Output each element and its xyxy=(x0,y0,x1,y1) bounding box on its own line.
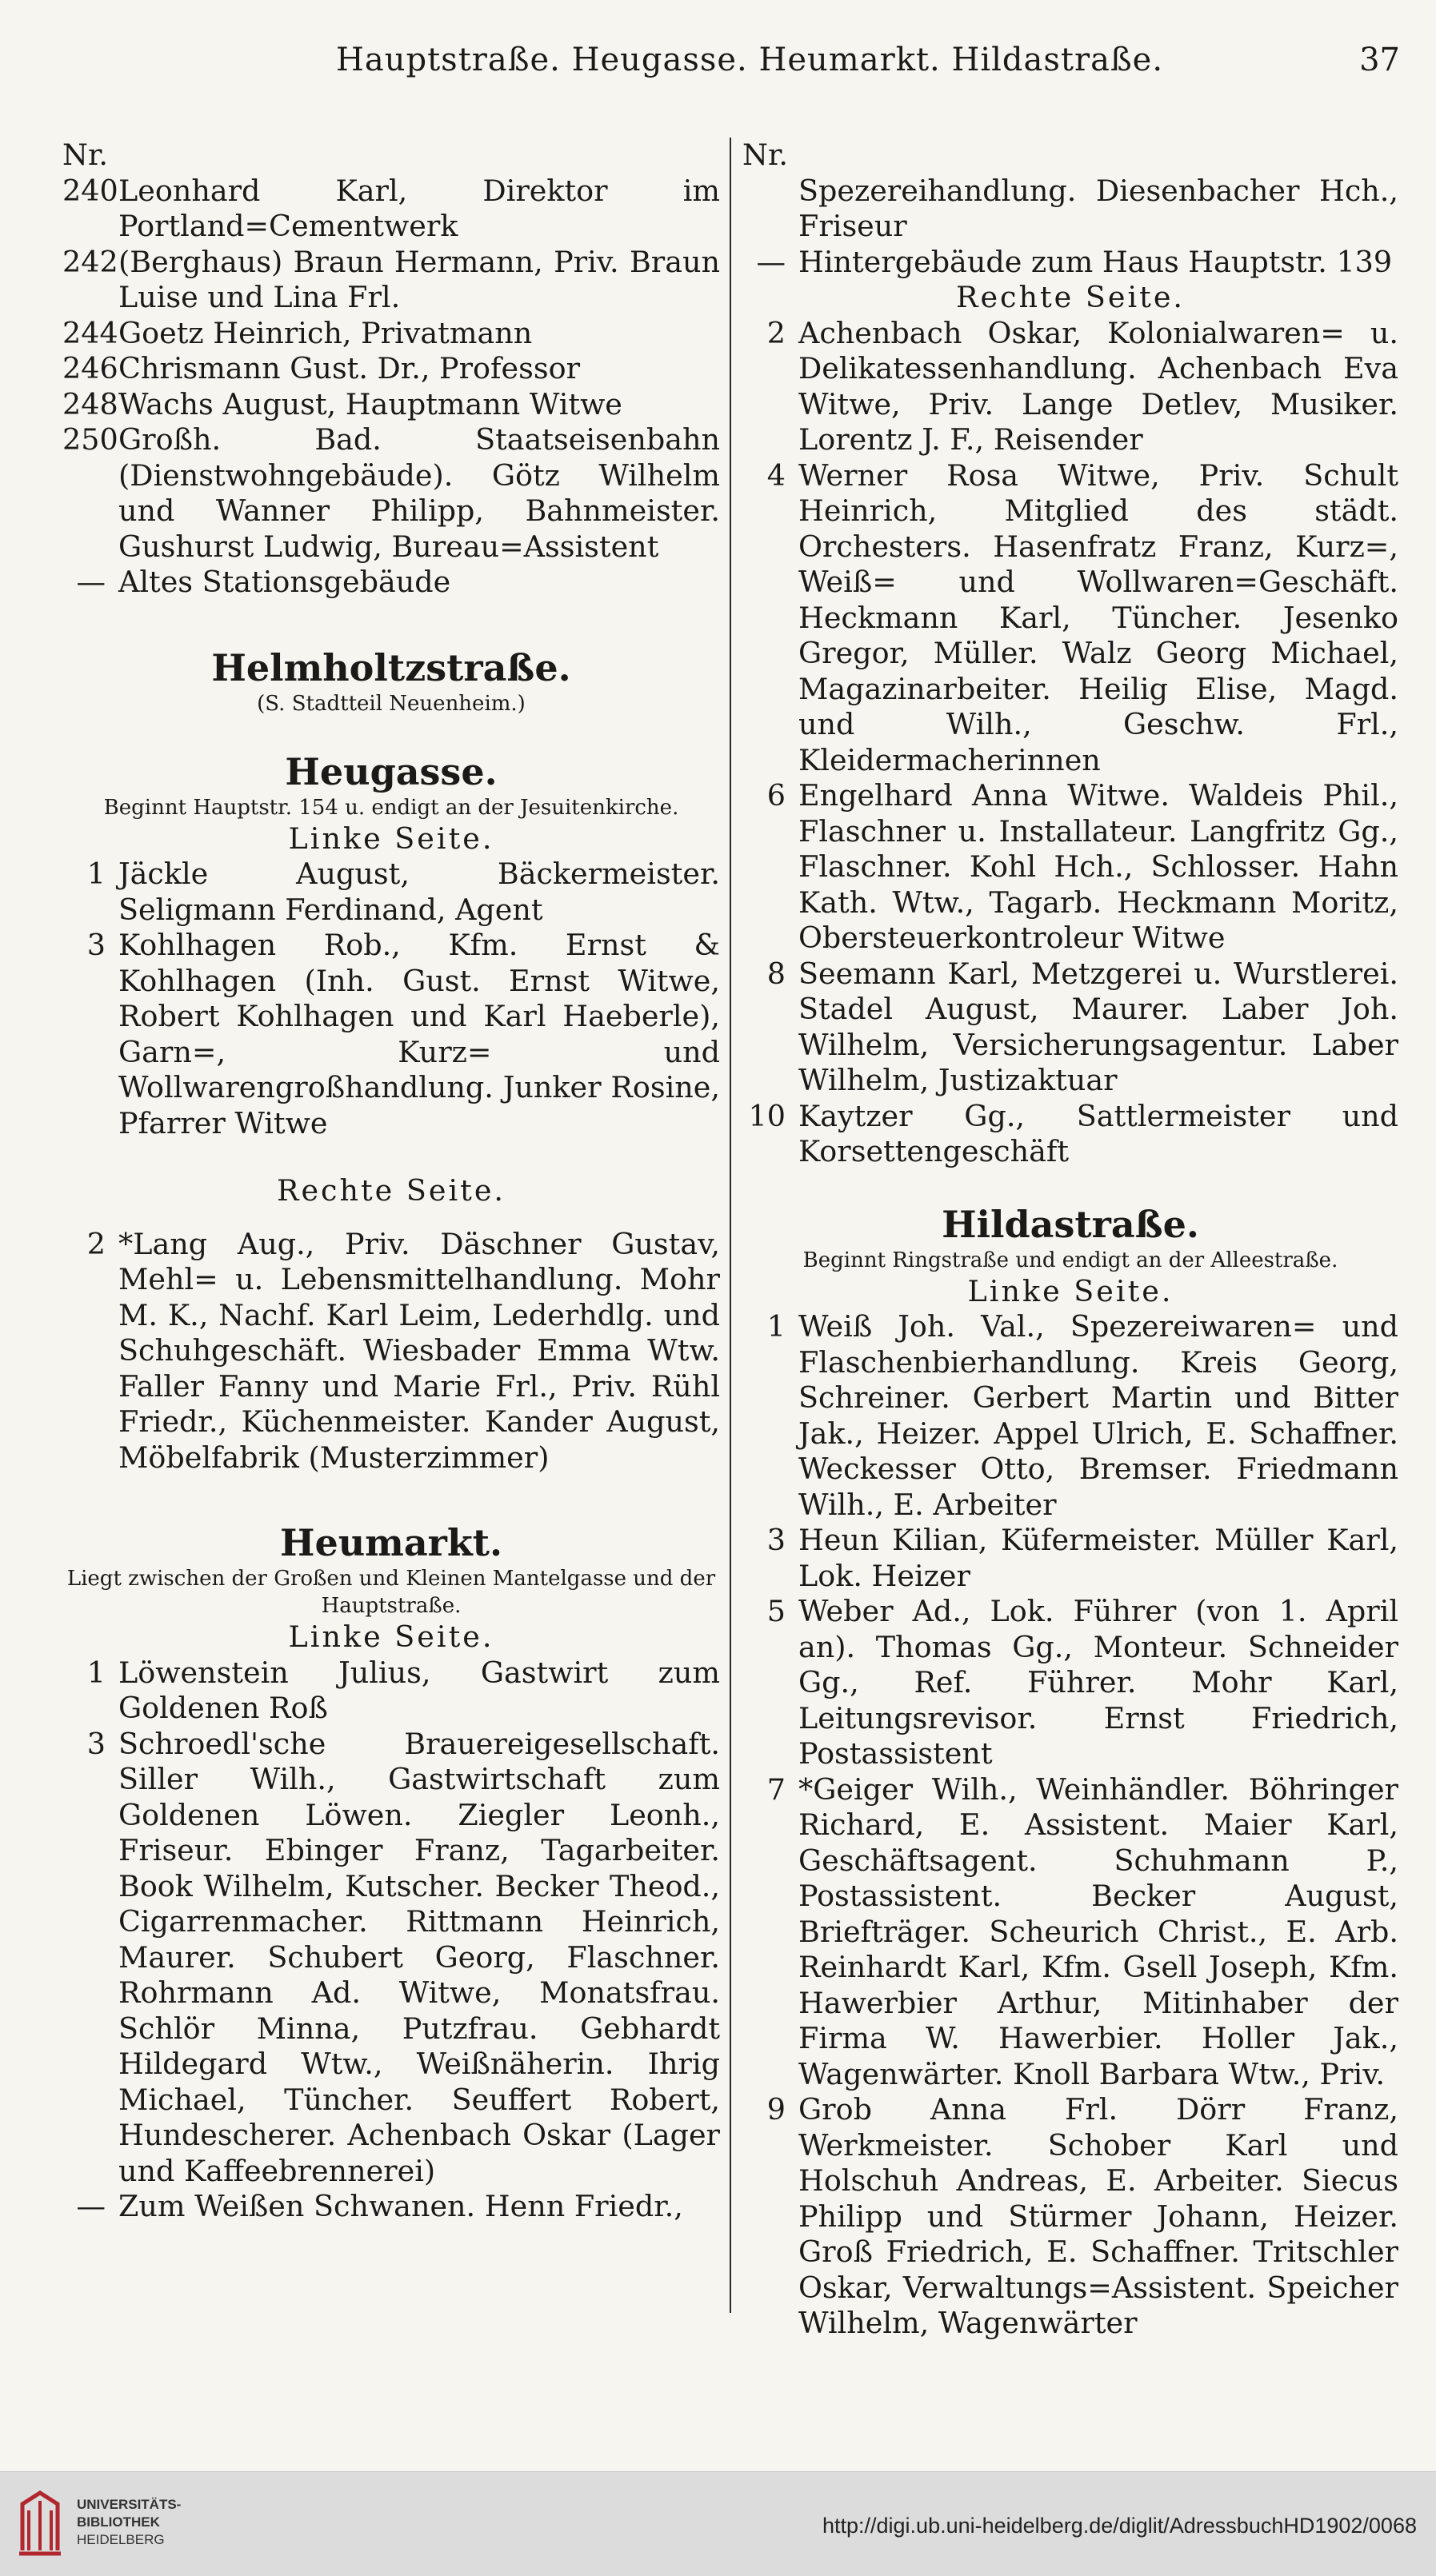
directory-entry xyxy=(62,928,720,1141)
heugasse-right-entries xyxy=(62,1227,720,1476)
street-note-helmholtzstrasse: (S. Stadtteil Neuenheim.) xyxy=(257,691,526,716)
side-title-heugasse-right: Rechte Seite. xyxy=(276,1173,506,1208)
directory-entry xyxy=(62,1655,720,1727)
directory-entry xyxy=(62,422,720,565)
directory-entry xyxy=(742,174,1398,245)
directory-entry xyxy=(62,316,720,352)
house-number: 7 xyxy=(766,1771,786,1807)
heugasse-left-entries xyxy=(62,857,720,1141)
nr-label: Nr. xyxy=(62,138,108,172)
entry-text: Großh. Bad. Staatseisenbahn (Dienstwohngebäude). Götz Wilhelm und Wanner Philipp, Bahnmeister. Gushurst Ludwig, Bureau=Assistent xyxy=(118,422,720,564)
house-number: 244 xyxy=(62,315,118,350)
entry-text: Engelhard Anna Witwe. Waldeis Phil., Flaschner u. Installateur. Langfritz Gg., Flaschner. Kohl Hch., Schlosser. Hahn Kath. Wtw., Tagarb. Heckmann Moritz, Obersteuerkontroleur Witwe xyxy=(798,778,1398,955)
directory-entry xyxy=(742,2092,1398,2342)
entry-text: Zum Weißen Schwanen. Henn Friedr., xyxy=(118,2189,683,2223)
entry-text: Heun Kilian, Küfermeister. Müller Karl, Lok. Heizer xyxy=(798,1523,1398,1593)
house-number: 2 xyxy=(766,315,786,350)
street-note-heugasse: Beginnt Hauptstr. 154 u. endigt an der Jesuitenkirche. xyxy=(103,795,679,820)
house-number: 1 xyxy=(86,1655,106,1690)
entry-text: Schroedl'sche Brauereigesellschaft. Siller Wilh., Gastwirtschaft zum Goldenen Löwen. Ziegler Leonh., Friseur. Ebinger Franz, Tagarbeiter. Book Wilhelm, Kutscher. Becker Theod., Cigarrenmacher. Rittmann Heinrich, Maurer. Schubert Georg, Flaschner. Rohrmann Ad. Witwe, Monatsfrau. Schlör Minna, Putzfrau. Gebhardt Hildegard Wtw., Weißnäherin. Ihrig Michael, Tüncher. Seuffert Robert, Hundescherer. Achenbach Oskar (Lager und Kaffeebrennerei) xyxy=(118,1726,720,2188)
directory-entry xyxy=(742,1523,1398,1594)
entry-text: Wachs August, Hauptmann Witwe xyxy=(118,386,622,421)
library-name-line-1: UNIVERSITÄTS- xyxy=(77,2497,182,2512)
house-number: 240 xyxy=(62,173,118,208)
side-title-hauptstrasse-right: Rechte Seite. xyxy=(955,280,1186,314)
footer-bar xyxy=(0,2471,1436,2576)
side-title-heumarkt-left: Linke Seite. xyxy=(288,1619,494,1654)
source-url[interactable]: http://digi.ub.uni-heidelberg.de/diglit/AdressbuchHD1902/0068 xyxy=(822,2514,1417,2538)
entry-text: Kohlhagen Rob., Kfm. Ernst & Kohlhagen (Inh. Gust. Ernst Witwe, Robert Kohlhagen und Karl Haeberle), Garn=, Kurz= und Wollwarengroßhandlung. Junker Rosine, Pfarrer Witwe xyxy=(118,928,720,1140)
entry-text: Kaytzer Gg., Sattlermeister und Korsettengeschäft xyxy=(798,1098,1398,1168)
heumarkt-entries xyxy=(62,1655,720,2225)
directory-entry xyxy=(62,565,720,601)
library-logo-icon xyxy=(16,2486,66,2560)
house-number: 248 xyxy=(62,386,118,421)
right-side-entries xyxy=(742,316,1398,1170)
side-title-heugasse-left: Linke Seite. xyxy=(288,821,494,856)
directory-entry xyxy=(742,957,1398,1099)
entry-text: (Berghaus) Braun Hermann, Priv. Braun Luise und Lina Frl. xyxy=(118,244,720,314)
street-title-helmholtzstrasse: Helmholtzstraße. xyxy=(211,645,571,689)
right-column xyxy=(742,138,1398,2342)
house-number: — xyxy=(76,2189,106,2223)
directory-entry xyxy=(62,387,720,423)
directory-entry xyxy=(62,1227,720,1476)
house-number: 4 xyxy=(766,457,786,493)
directory-entry xyxy=(742,1772,1398,2093)
house-number: 2 xyxy=(86,1226,106,1261)
entry-text: Weiß Joh. Val., Spezereiwaren= und Flaschenbierhandlung. Kreis Georg, Schreiner. Gerbert Martin und Bitter Jak., Heizer. Appel Ulrich, E. Schaffner. Weckesser Otto, Bremser. Friedmann Wilh., E. Arbeiter xyxy=(798,1309,1398,1522)
nr-label: Nr. xyxy=(742,138,788,172)
left-column xyxy=(62,138,720,2225)
entry-text: Achenbach Oskar, Kolonialwaren= u. Delikatessenhandlung. Achenbach Eva Witwe, Priv. Lange Detlev, Musiker. Lorentz J. F., Reisender xyxy=(798,315,1398,457)
entry-text: Werner Rosa Witwe, Priv. Schult Heinrich, Mitglied des städt. Orchesters. Hasenfratz Franz, Kurz=, Weiß= und Wollwaren=Geschäft. Heckmann Karl, Tüncher. Jesenko Gregor, Müller. Walz Georg Michael, Magazinarbeiter. Heilig Elise, Magd. und Wilh., Geschw. Frl., Kleidermacherinnen xyxy=(798,457,1398,777)
house-number: 8 xyxy=(766,956,786,991)
library-name-line-3: HEIDELBERG xyxy=(77,2532,165,2547)
entry-text: *Geiger Wilh., Weinhändler. Böhringer Richard, E. Assistent. Maier Karl, Geschäftsagent. Schuhmann P., Postassistent. Becker August, Briefträger. Scheurich Christ., E. Arb. Reinhardt Karl, Kfm. Gsell Joseph, Kfm. Hawerbier Arthur, Mitinhaber der Firma W. Hawerbier. Holler Jak., Wagenwärter. Knoll Barbara Wtw., Priv. xyxy=(798,1771,1398,2091)
house-number: 9 xyxy=(766,2092,786,2127)
library-name-line-2: BIBLIOTHEK xyxy=(77,2514,160,2530)
street-note-hildastrasse: Beginnt Ringstraße und endigt an der Alleestraße. xyxy=(802,1248,1338,1272)
street-title-heugasse: Heugasse. xyxy=(285,749,498,793)
entry-text: Spezereihandlung. Diesenbacher Hch., Friseur xyxy=(798,173,1398,243)
entry-text: Seemann Karl, Metzgerei u. Wurstlerei. Stadel August, Maurer. Laber Joh. Wilhelm, Versicherungsagentur. Laber Wilhelm, Justizaktuar xyxy=(798,956,1398,1097)
side-title-hildastrasse-left: Linke Seite. xyxy=(967,1273,1174,1308)
directory-entry xyxy=(742,316,1398,458)
entry-text: Goetz Heinrich, Privatmann xyxy=(118,315,533,350)
street-title-hildastrasse: Hildastraße. xyxy=(942,1202,1199,1246)
directory-entry xyxy=(742,458,1398,779)
directory-entry xyxy=(62,1727,720,2190)
house-number: 10 xyxy=(748,1098,786,1133)
house-number: 242 xyxy=(62,244,118,279)
entry-text: Grob Anna Frl. Dörr Franz, Werkmeister. Schober Karl und Holschuh Andreas, E. Arbeiter. Siecus Philipp und Stürmer Johann, Heizer. Groß Friedrich, E. Schaffner. Tritschler Oskar, Verwaltungs=Assistent. Speicher Wilhelm, Wagenwärter xyxy=(798,2092,1398,2340)
directory-entry xyxy=(742,1594,1398,1772)
directory-entry xyxy=(62,2189,720,2225)
house-number: — xyxy=(756,244,786,279)
page-header xyxy=(336,42,1400,98)
house-number: 250 xyxy=(62,422,118,457)
house-number: 1 xyxy=(86,857,106,891)
directory-entry xyxy=(62,857,720,928)
house-number: 3 xyxy=(766,1523,786,1557)
house-number: 6 xyxy=(766,778,786,813)
street-note-heumarkt: Liegt zwischen der Großen und Kleinen Mantelgasse und der Hauptstraße. xyxy=(66,1567,716,1618)
hildastrasse-entries xyxy=(742,1309,1398,2342)
directory-entry xyxy=(742,1099,1398,1170)
library-name xyxy=(77,2496,181,2549)
running-title: Hauptstraße. Heugasse. Heumarkt. Hildastraße. xyxy=(336,42,1164,78)
page-number: 37 xyxy=(1359,42,1400,78)
house-number: 3 xyxy=(86,1726,106,1761)
house-number xyxy=(742,174,798,245)
directory-entry xyxy=(62,174,720,245)
column-divider xyxy=(730,138,731,2313)
directory-entry xyxy=(62,245,720,316)
house-number: 1 xyxy=(766,1309,786,1344)
entry-text: Chrismann Gust. Dr., Professor xyxy=(118,351,581,385)
heugasse-continuation xyxy=(742,174,1398,281)
entry-text: *Lang Aug., Priv. Däschner Gustav, Mehl= u. Lebensmittelhandlung. Mohr M. K., Nachf. Karl Leim, Lederhdlg. und Schuhgeschäft. Wiesbader Emma Wtw. Faller Fanny und Marie Frl., Priv. Rühl Friedr., Küchenmeister. Kander August, Möbelfabrik (Musterzimmer) xyxy=(118,1226,720,1475)
house-number: 5 xyxy=(766,1594,786,1628)
entry-text: Leonhard Karl, Direktor im Portland=Cementwerk xyxy=(118,173,720,243)
street-title-heumarkt: Heumarkt. xyxy=(279,1521,503,1564)
directory-entry xyxy=(62,351,720,387)
entry-text: Weber Ad., Lok. Führer (von 1. April an). Thomas Gg., Monteur. Schneider Gg., Ref. Führer. Mohr Karl, Leitungsrevisor. Ernst Friedrich, Postassistent xyxy=(798,1594,1398,1771)
directory-entry xyxy=(742,778,1398,957)
entry-text: Altes Stationsgebäude xyxy=(118,565,451,599)
hauptstrasse-entries xyxy=(62,174,720,601)
entry-text: Hintergebäude zum Haus Hauptstr. 139 xyxy=(798,244,1393,279)
directory-entry xyxy=(742,245,1398,281)
entry-text: Löwenstein Julius, Gastwirt zum Goldenen Roß xyxy=(118,1655,720,1725)
house-number: 3 xyxy=(86,928,106,962)
directory-entry xyxy=(742,1309,1398,1523)
house-number: 246 xyxy=(62,351,118,385)
house-number: — xyxy=(76,565,106,599)
entry-text: Jäckle August, Bäckermeister. Seligmann Ferdinand, Agent xyxy=(118,857,720,927)
